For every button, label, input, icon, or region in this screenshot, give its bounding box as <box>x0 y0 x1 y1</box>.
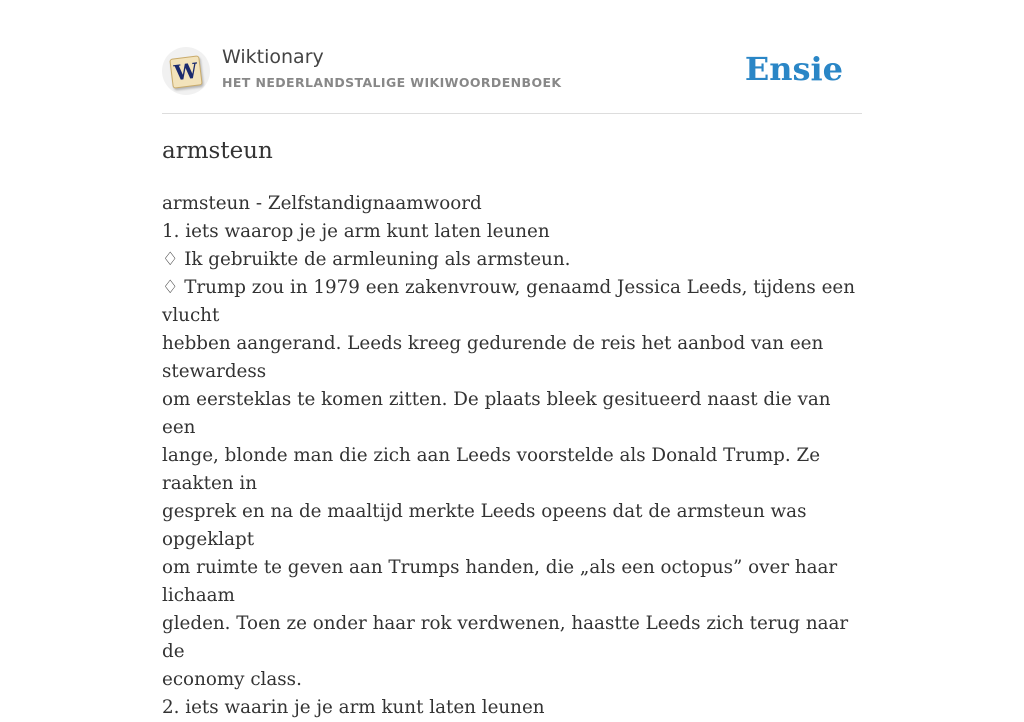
ensie-brand-link[interactable]: Ensie <box>744 50 843 88</box>
page-title: armsteun <box>162 138 273 164</box>
site-subtitle: HET NEDERLANDSTALIGE WIKIWOORDENBOEK <box>222 75 562 90</box>
example-line: ♢ Trump zou in 1979 een zakenvrouw, genaamd Jessica Leeds, tijdens een vlucht <box>162 277 856 326</box>
example-line: gleden. Toen ze onder haar rok verdwenen, haastte Leeds zich terug naar de <box>162 613 849 662</box>
logo-letter: W <box>172 57 200 86</box>
site-header <box>162 0 862 114</box>
example-line: om eersteklas te komen zitten. De plaats bleek gesitueerd naast die van een <box>162 389 831 438</box>
logo-tile-icon <box>169 55 202 88</box>
example-line: om ruimte te geven aan Trumps handen, die „als een octopus” over haar lichaam <box>162 557 838 606</box>
example-line: lange, blonde man die zich aan Leeds voorstelde als Donald Trump. Ze raakten in <box>162 445 821 494</box>
wiktionary-logo[interactable] <box>162 47 210 95</box>
definition-line: 2. iets waarin je je arm kunt laten leunen <box>162 697 545 718</box>
example-line: ♢ Ik gebruikte de armleuning als armsteun. <box>162 249 571 270</box>
definition-line: 1. iets waarop je je arm kunt laten leunen <box>162 221 550 242</box>
example-line: hebben aangerand. Leeds kreeg gedurende de reis het aanbod van een stewardess <box>162 333 824 382</box>
example-line: gesprek en na de maaltijd merkte Leeds opeens dat de armsteun was opgeklapt <box>162 501 807 550</box>
example-line: economy class. <box>162 669 302 690</box>
definition-heading: armsteun - Zelfstandignaamwoord <box>162 193 482 214</box>
page-container <box>162 0 862 718</box>
site-title[interactable]: Wiktionary <box>222 46 324 68</box>
definition-body <box>162 190 862 722</box>
